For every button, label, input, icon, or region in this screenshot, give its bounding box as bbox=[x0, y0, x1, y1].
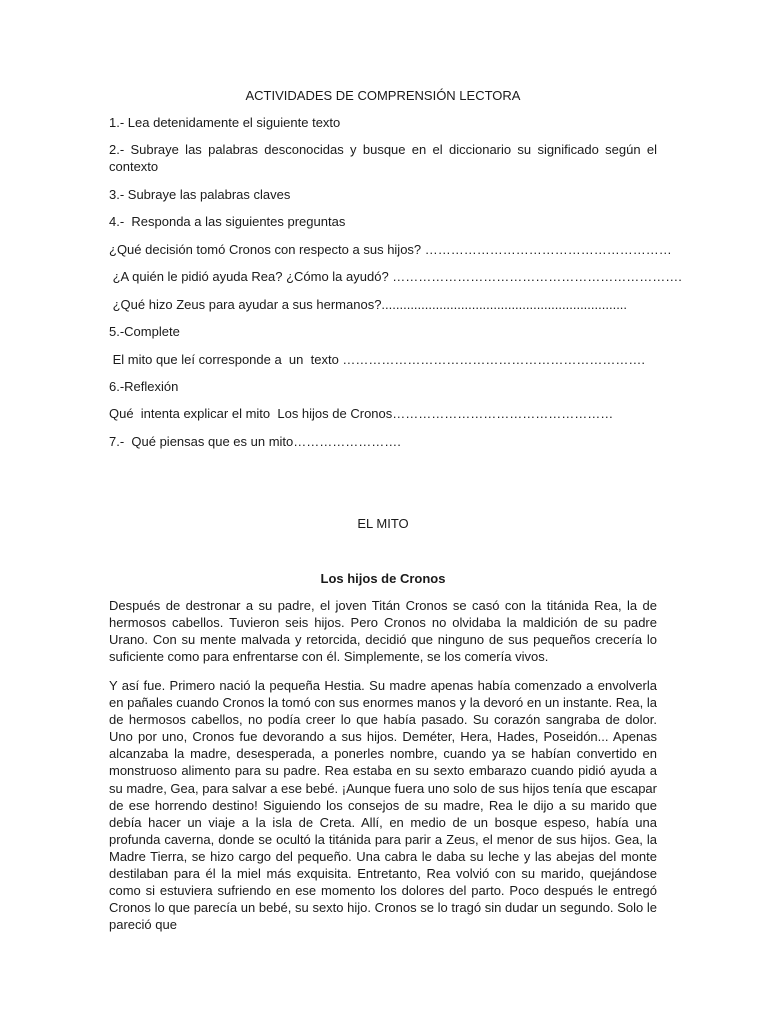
activity-item-4: 4.- Responda a las siguientes preguntas bbox=[109, 214, 346, 229]
myth-paragraph-1: Después de destronar a su padre, el joven Titán Cronos se casó con la titánida Rea, la de hermosos cabellos. Tuvieron seis hijos. Pero Cronos no olvidaba la maldición de su padre Urano. Con su mente malvada y retorcida, decidió que ninguno de sus pequeños crecería lo suficiente como para enfrentarse con él. Simplemente, se los comería vivos. bbox=[109, 598, 657, 665]
myth-title: Los hijos de Cronos bbox=[320, 571, 446, 586]
question-1: ¿Qué decisión tomó Cronos con respecto a sus hijos? ………………………………………………… bbox=[109, 242, 672, 257]
activity-item-6: 6.-Reflexión bbox=[109, 379, 179, 394]
myth-heading: EL MITO bbox=[357, 516, 409, 531]
activities-title: ACTIVIDADES DE COMPRENSIÓN LECTORA bbox=[245, 88, 521, 103]
activity-item-2: 2.- Subraye las palabras desconocidas y busque en el diccionario su significado según el contexto bbox=[109, 142, 657, 175]
activity-item-5: 5.-Complete bbox=[109, 324, 180, 339]
activity-item-1: 1.- Lea detenidamente el siguiente texto bbox=[109, 115, 341, 130]
complete-line: El mito que leí corresponde a un texto ……………………………………………………………. bbox=[109, 352, 646, 367]
activity-item-3: 3.- Subraye las palabras claves bbox=[109, 187, 291, 202]
myth-paragraph-2: Y así fue. Primero nació la pequeña Hestia. Su madre apenas había comenzado a envolverla en pañales cuando Cronos la tomó con sus enormes manos y la devoró en un instante. Rea, la de hermosos cabellos, no podía creer lo que había pasado. Su corazón sangraba de dolor. Uno por uno, Cronos fue devorando a sus hijos. Deméter, Hera, Hades, Poseidón... Apenas alcanzaba la madre, desesperada, a ponerles nombre, cuando ya se habían convertido en monstruoso alimento para su padre. Rea estaba en su sexto embarazo cuando pidió ayuda a su madre, Gea, para salvar a ese bebé. ¡Aunque fuera uno solo de sus hijos tenía que escapar de ese horrendo destino! Siguiendo los consejos de su madre, Rea le dijo a su marido que debía hacer un viaje a la isla de Creta. Allí, en medio de un bosque espeso, había una profunda caverna, donde se ocultó la titánida para parir a Zeus, el menor de sus hijos. Gea, la Madre Tierra, se hizo cargo del pequeño. Una cabra le daba su leche y las abejas del monte destilaban para él la miel más exquisita. Entretanto, Rea volvió con su marido, quejándose como si estuviera sufriendo en ese momento los dolores del parto. Poco después le entregó Cronos lo que parecía un bebé, su sexto hijo. Cronos se lo tragó sin dudar un segundo. Solo le pareció que bbox=[109, 678, 657, 933]
question-3: ¿Qué hizo Zeus para ayudar a sus hermanos?.................................................................... bbox=[109, 297, 628, 312]
activity-item-7: 7.- Qué piensas que es un mito……………………. bbox=[109, 434, 401, 449]
question-2: ¿A quién le pidió ayuda Rea? ¿Cómo la ayudó? …………………………………………………………. bbox=[109, 269, 682, 284]
reflexion-line: Qué intenta explicar el mito Los hijos de Cronos…………………………………………… bbox=[109, 406, 614, 421]
